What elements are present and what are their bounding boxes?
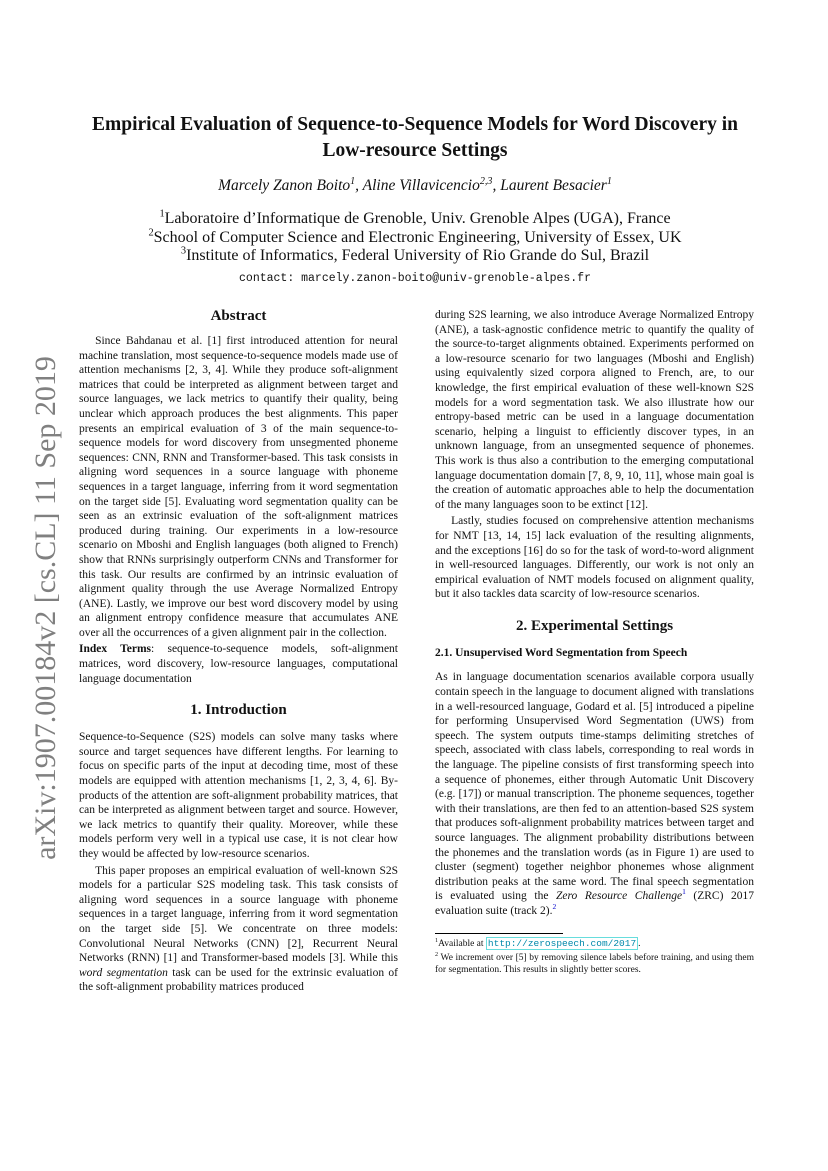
author-2: Aline Villavicencio bbox=[362, 177, 480, 194]
author-3: Laurent Besacier bbox=[500, 177, 607, 194]
section-2-paragraph-1: As in language documentation scenarios available corpora usually contain speech in the language to document aligned with translations in a well-resourced language, Godard et al. [5] introduced a pipeline for performing Unsupervised Word Segmentation (UWS) from speech. The system outputs time-stamps delimiting stretches of speech, associated with class labels, corresponding to real words in the language. The pipeline consists of first transforming speech into a sequence of phonemes, either through Automatic Unit Discovery (e.g. [17]) or manual transcription. The phoneme sequences, together with their translations, are then fed to an attention-based S2S system that produces soft-alignment probability matrices between target and source languages. The alignment probability distributions between the phonemes and the translation words (as in Figure 1) are used to cluster (segment) together neighbor phonemes whose alignment distribution peaks at the same word. The final speech segmentation is evaluated using the Zero Resource Challenge$^1$ (ZRC) 2017 evaluation suite (track 2).$^2$ bbox=[435, 671, 754, 917]
author-1: Marcely Zanon Boito bbox=[218, 177, 351, 194]
paper-title bbox=[70, 112, 760, 164]
affiliation-1: $^1$Laboratoire d’Informatique de Grenoble, Univ. Grenoble Alpes (UGA), France bbox=[159, 208, 671, 227]
abstract-text: Since Bahdanau et al. [1] first introduced attention for neural machine translation, most sequence-to-sequence models made use of attention mechanisms [2, 3, 4]. While they produce soft-alignment matrices that could be interpreted as alignment between target and source languages, we lack metrics to quantify their quality, being unclear which approach produces the best alignments. This paper presents an empirical evaluation of 3 of the main sequence-to-sequence models for word discovery from unsegmented phoneme sequences: CNN, RNN and Transformer-based. This task consists in aligning word sequences in a source language with phoneme sequences in a target language, inferring from it word segmentation on the target side [5]. Evaluating word segmentation quality can be seen as an extrinsic evaluation of the soft-alignment matrices produced during training. Our experiments in a low-resource scenario on Mboshi and English languages (both aligned to French) show that RNNs surprisingly outperform CNNs and Transformer for this task. Our results are confirmed by an intrinsic evaluation of alignment quality through the use Average Normalized Entropy (ANE). Lastly, we improve our best word discovery model by using an alignment entropy confidence measure that accumulates ANE over all the occurrences of a given alignment pair in the collection. bbox=[79, 335, 398, 639]
intro-paragraph-3: during S2S learning, we also introduce Average Normalized Entropy (ANE), a task-agnostic confidence metric to quantify the quality of the source-to-target alignments obtained. Experiments performed on a low-resource scenario for two languages (Mboshi and English) using equivalently sized corpora aligned to French, are, to our knowledge, the first empirical evaluation of these well-known S2S models for a word segmentation task. We also illustrate how our entropy-based metric can be used in a language documentation scenario, helping a linguist to efficiently discover types, in an unknown language, from an unsegmented sequence of phonemes. This work is thus also a contribution to the emerging computational language documentation domain [7, 8, 9, 10, 11], whose main goal is the creation of automatic approaches able to help the documentation of the many languages soon to be extinct [12]. bbox=[435, 309, 754, 511]
section-2-heading: 2. Experimental Settings bbox=[515, 617, 674, 634]
footnote-url-link[interactable]: http://zerospeech.com/2017 bbox=[487, 937, 637, 949]
affiliation-3: $^3$Institute of Informatics, Federal University of Rio Grande do Sul, Brazil bbox=[180, 245, 650, 264]
footnote-1: $^1$Available at http://zerospeech.com/2017 . bbox=[435, 937, 641, 949]
introduction-heading: 1. Introduction bbox=[190, 702, 287, 719]
affiliations bbox=[70, 210, 760, 288]
intro-paragraph-2: This paper proposes an empirical evaluation of well-known S2S models for a particular S2S modeling task. This task consists of aligning word sequences in a source language with phoneme sequences in a target language, inferring from it word segmentation on the target side [5]. We concentrate on three models: Convolutional Neural Networks (CNN) [2], Recurrent Neural Networks (RNN) [1] and Transformer-based models [3]. While this word segmentation task can be used for the extrinsic evaluation of the soft-alignment probability matrices produced bbox=[79, 864, 399, 994]
title-line-2: Low-resource Settings bbox=[322, 140, 508, 161]
intro-paragraph-1: Sequence-to-Sequence (S2S) models can solve many tasks where source and target sequences have different lengths. For learning to focus on specific parts of the input at decoding time, most of these models are equipped with attention mechanisms [1, 2, 3, 4, 6]. By-products of the attention are soft-alignment probability matrices, that can be interpreted as alignment between target and source. However, we lack metrics to quantify their quality. Moreover, while these models perform very well in a typical use case, it is not clear how they would be affected by low-resource scenarios. bbox=[79, 731, 398, 860]
footnote-2: $^2$ We increment over [5] by removing silence labels before training, and using them for segmentation. This results in slightly better scores. bbox=[435, 951, 754, 975]
contact-email: contact: marcely.zanon-boito@univ-grenoble-alpes.fr bbox=[239, 271, 591, 285]
subsection-2-1-heading: 2.1. Unsupervised Word Segmentation from Speech bbox=[435, 646, 688, 659]
index-terms: Index Terms: sequence-to-sequence models, soft-alignment matrices, word discovery, low-resource languages, computational language documentation bbox=[79, 643, 398, 685]
affiliation-2: $^2$School of Computer Science and Electronic Engineering, University of Essex, UK bbox=[148, 227, 682, 246]
right-column bbox=[435, 308, 754, 978]
intro-paragraph-4: Lastly, studies focused on comprehensive attention mechanisms for NMT [13, 14, 15] lack evaluation of the resulting alignments, and the exceptions [16] do so for the task of word-to-word alignment in well-resourced languages. Differently, our work is not only an empirical evaluation of NMT models focused on alignment quality, but it also tackles data scarcity of low-resource scenarios. bbox=[435, 515, 754, 601]
arxiv-stamp: arXiv:1907.00184v2 [cs.CL] 11 Sep 2019 bbox=[29, 356, 62, 860]
title-line-1: Empirical Evaluation of Sequence-to-Sequence Models for Word Discovery in bbox=[91, 114, 738, 135]
abstract-heading: Abstract bbox=[210, 308, 267, 324]
footnote-rule bbox=[435, 933, 563, 934]
left-column bbox=[79, 306, 398, 997]
authors: Marcely Zanon Boito$^1$, Aline Villavicencio$^{2,3}$, Laurent Besacier$^1$ bbox=[218, 175, 612, 194]
